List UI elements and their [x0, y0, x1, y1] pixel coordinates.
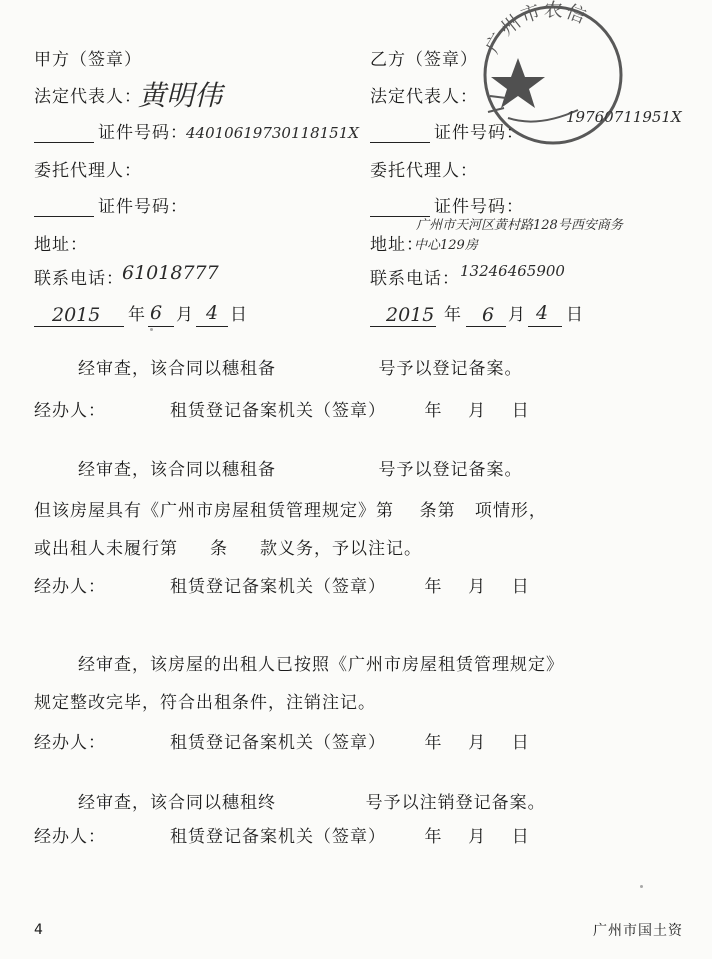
- party-a-month-value: 6: [150, 302, 163, 324]
- party-a-agent-id-label: 证件号码：: [98, 197, 188, 217]
- party-a-month-blank: [148, 326, 174, 327]
- section1-line1: 经审查，该合同以穗租备 号予以登记备案。: [78, 359, 523, 379]
- party-b-month-blank: [466, 326, 506, 327]
- section2-line3: 或出租人未履行第 条 款义务，予以注记。: [34, 539, 423, 559]
- party-b-phone-value: 13246465900: [460, 262, 565, 280]
- party-a-month-label: 月: [176, 305, 194, 325]
- party-b-day-label: 日: [566, 305, 584, 325]
- party-b-address-value-1: 广州市天河区黄村路128号西安商务: [416, 218, 623, 233]
- party-a-id-value: 44010619730118151X: [186, 124, 359, 142]
- section1-sign-row: 经办人： 租赁登记备案机关（签章） 年 月 日: [34, 401, 530, 421]
- party-b-id-label: 证件号码：: [434, 123, 524, 143]
- section3-line2: 规定整改完毕，符合出租条件，注销注记。: [34, 693, 376, 713]
- party-a-address-label: 地址：: [34, 235, 88, 255]
- section2-line1: 经审查，该合同以穗租备 号予以登记备案。: [78, 460, 523, 480]
- party-a-day-value: 4: [206, 302, 219, 324]
- section3-sign-row: 经办人： 租赁登记备案机关（签章） 年 月 日: [34, 733, 530, 753]
- party-b-year-value: 2015: [386, 304, 435, 326]
- party-a-id-label: 证件号码：: [98, 123, 188, 143]
- party-a-id-blank: [34, 142, 94, 143]
- party-a-rep-signature: 黄明伟: [138, 79, 223, 112]
- seal-text: 广州市农信: [481, 0, 591, 58]
- party-b-id-blank: [370, 142, 430, 143]
- party-b-agent-id-label: 证件号码：: [434, 197, 524, 217]
- party-b-address-label: 地址：: [370, 235, 424, 255]
- section4-sign-row: 经办人： 租赁登记备案机关（签章） 年 月 日: [34, 827, 530, 847]
- section2-sign-row: 经办人： 租赁登记备案机关（签章） 年 月 日: [34, 577, 530, 597]
- section4-line1: 经审查，该合同以穗租终 号予以注销登记备案。: [78, 793, 546, 813]
- party-a-year-blank: [34, 326, 124, 327]
- party-a-day-blank: [196, 326, 228, 327]
- page-number: 4: [34, 922, 43, 938]
- section3-line1: 经审查，该房屋的出租人已按照《广州市房屋租赁管理规定》: [78, 655, 564, 675]
- party-b-address-value-2: 中心129房: [414, 238, 478, 253]
- party-b-rep-label: 法定代表人：: [370, 87, 478, 107]
- scan-speck: [640, 885, 643, 888]
- party-b-phone-label: 联系电话：: [370, 269, 460, 289]
- party-b-month-label: 月: [508, 305, 526, 325]
- party-a-year-label: 年: [128, 305, 146, 325]
- party-b-agent-label: 委托代理人：: [370, 161, 478, 181]
- seal-graphic: [478, 0, 628, 150]
- party-a-phone-label: 联系电话：: [34, 269, 124, 289]
- party-b-day-value: 4: [536, 302, 549, 324]
- seal-star-icon: [491, 58, 545, 108]
- party-b-seal: [478, 0, 628, 150]
- party-a-title: 甲方（签章）: [34, 50, 142, 70]
- party-b-year-label: 年: [444, 305, 462, 325]
- party-a-year-value: 2015: [52, 304, 101, 326]
- party-b-year-blank: [370, 326, 436, 327]
- party-b-month-value: 6: [482, 304, 495, 326]
- section2-line2: 但该房屋具有《广州市房屋租赁管理规定》第 条第 项情形，: [34, 501, 547, 521]
- party-b-title: 乙方（签章）: [370, 50, 478, 70]
- party-b-id-value: 19760711951X: [566, 108, 682, 126]
- party-a-agent-id-blank: [34, 216, 94, 217]
- party-a-rep-label: 法定代表人：: [34, 87, 142, 107]
- party-a-phone-value: 61018777: [122, 262, 219, 284]
- footer-publisher: 广州市国土资: [593, 923, 683, 939]
- party-a-day-label: 日: [230, 305, 248, 325]
- scan-speck: [150, 328, 153, 331]
- party-b-day-blank: [528, 326, 562, 327]
- party-a-agent-label: 委托代理人：: [34, 161, 142, 181]
- svg-text:广州市农信: [481, 0, 590, 57]
